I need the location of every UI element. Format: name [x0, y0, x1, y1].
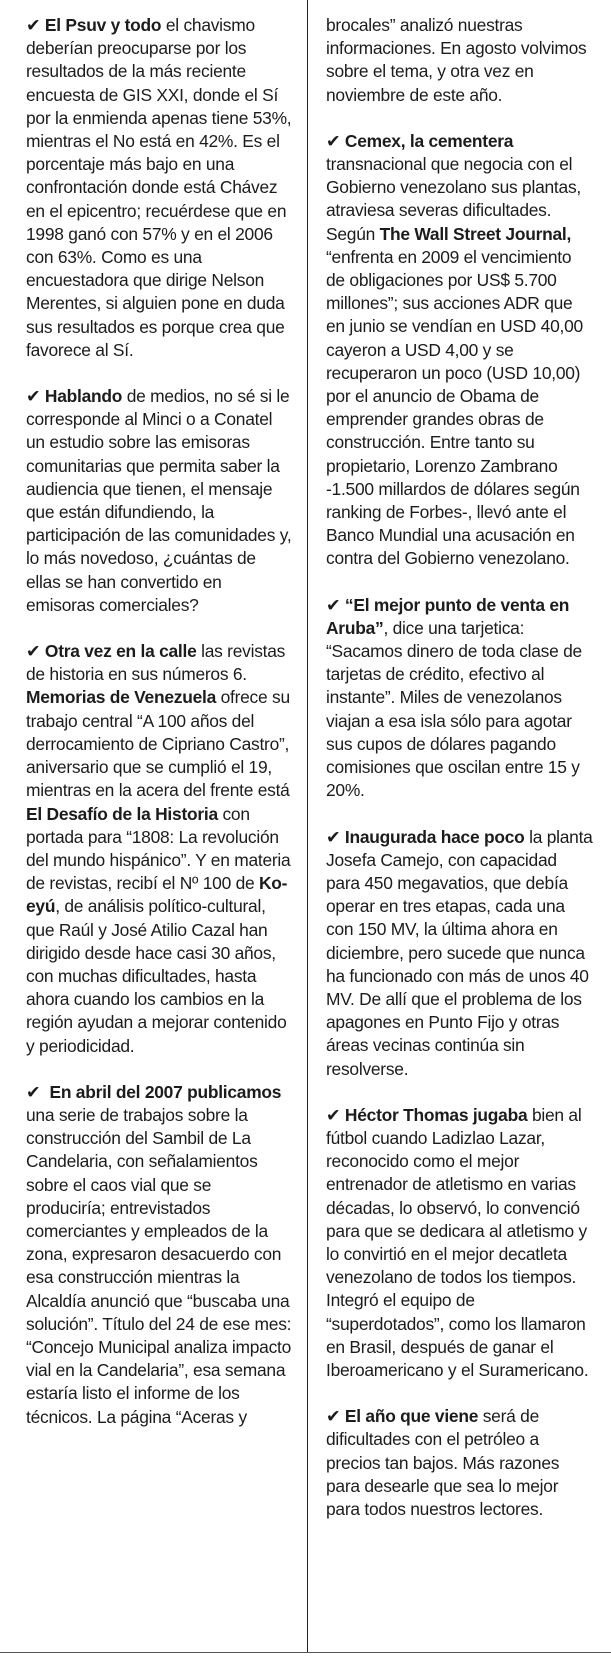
item-cemex — [326, 130, 594, 571]
item-ano-que-viene — [326, 1405, 594, 1521]
checkmark-icon: ✔ — [326, 826, 341, 847]
newspaper-title: The Wall Street Journal, — [379, 223, 572, 244]
item-lead: Hablando — [44, 386, 123, 407]
item-text: “enfrenta en 2009 el vencimiento de obligaciones por US$ 5.700 millones”; sus acciones ADR que en junio se vendían en USD 40,00 cayeron a USD 4,00 y se recuperaron un poco (USD 10,00) por el anuncio de Obama de emprender grandes obras de construcción. Entre tanto su propietario, Lorenzo Zambrano -1.500 millardos de dólares según ranking de Forbes-, llevó ante el Banco Mundial una acusación en contra del Gobierno venezolano. — [326, 246, 583, 569]
item-lead: Otra vez en la calle — [44, 641, 197, 662]
magazine-title: Ko-eyú — [26, 873, 288, 917]
item-lead: Héctor Thomas jugaba — [344, 1104, 528, 1125]
checkmark-icon: ✔ — [326, 1406, 341, 1427]
item-lead: En abril del 2007 publicamos — [49, 1081, 282, 1102]
item-text: , de análisis político-cultural, que Raúl y José Atilio Cazal han dirigido desde hace casi 30 años, con muchas dificultades, hasta ahora cuando los cambios en la región ayudan a mejorar contenido y periodicidad. — [26, 896, 287, 1056]
bottom-rule — [0, 1652, 611, 1653]
checkmark-icon: ✔ — [26, 1081, 41, 1102]
right-column — [326, 14, 594, 1544]
column-divider — [307, 0, 308, 1652]
item-psuv — [26, 14, 294, 362]
item-text: bien al fútbol cuando Ladizlao Lazar, reconocido como el mejor entrenador de atletismo en varias décadas, lo observó, lo convenció para que se dedicara al atletismo y lo convirtió en el mejor decatleta venezolano de todos los tiempos. Integró el equipo de “superdotados”, como los llamaron en Brasil, después de ganar el Iberoamericano y el Suramericano. — [326, 1104, 589, 1380]
item-lead: Cemex, la cementera — [344, 130, 514, 151]
item-lead: El Psuv y todo — [44, 15, 162, 35]
item-text: brocales” analizó nuestras informaciones. En agosto volvimos sobre el tema, y otra vez en noviembre de este año. — [326, 15, 587, 105]
item-lead: Inaugurada hace poco — [344, 826, 525, 847]
item-hector-thomas — [326, 1104, 594, 1382]
item-lead: “El mejor punto de venta en Aruba” — [326, 594, 570, 638]
item-text: será de dificultades con el petróleo a precios tan bajos. Más razones para desearle que sea lo mejor para todos nuestros lectores. — [326, 1406, 560, 1519]
magazine-title: Memorias de Venezuela — [26, 687, 216, 708]
magazine-title: El Desafío de la Historia — [26, 803, 218, 824]
checkmark-icon: ✔ — [26, 386, 41, 407]
item-text: con portada para “1808: La revolución del mundo hispánico”. Y en materia de revistas, recibí el Nº 100 de — [26, 803, 291, 894]
checkmark-icon: ✔ — [26, 15, 41, 35]
checkmark-icon: ✔ — [326, 594, 341, 615]
item-text: las revistas de historia en sus números 6. — [26, 641, 286, 685]
item-planta — [326, 826, 594, 1081]
item-sambil — [26, 1081, 294, 1429]
item-hablando — [26, 385, 294, 617]
item-text: el chavismo deberían preocuparse por los resultados de la más reciente encuesta de GIS XXI, donde el Sí por la enmienda apenas tiene 53%, mientras el No está en 42%. Es el porcentaje más bajo en una confrontación donde está Chávez en el epicentro; recuérdese que en 1998 ganó con 57% y en el 2006 con 63%. Como es una encuestadora que dirige Nelson Merentes, si alguien pone en duda sus resultados es porque crea que favorece al Sí. — [26, 15, 292, 360]
item-text: la planta Josefa Camejo, con capacidad para 450 megavatios, que debía operar en tres etapas, cada una con 150 MV, la última ahora en diciembre, pero sucede que nunca ha funcionado con más de unos 40 MV. De allí que el problema de los apagones en Punto Fijo y otras áreas vecinas continúa sin resolverse. — [326, 826, 593, 1079]
item-text: una serie de trabajos sobre la construcción del Sambil de La Candelaria, con señalamientos sobre el caos vial que se produciría; entrevistados comerciantes y empleados de la zona, expresaron desacuerdo con esa construcción mientras la Alcaldía anunció que “buscaba una solución”. Título del 24 de ese mes: “Concejo Municipal analiza impacto vial en la Candelaria”, esa semana estaría listo el informe de los técnicos. La página “Aceras y — [26, 1104, 292, 1427]
checkmark-icon: ✔ — [326, 130, 341, 151]
checkmark-icon: ✔ — [326, 1104, 341, 1125]
item-text: ofrece su trabajo central “A 100 años del derrocamiento de Cipriano Castro”, aniversario que se cumplió el 19, mientras en la acera del frente está — [26, 687, 290, 801]
left-column — [26, 14, 294, 1452]
item-aruba — [326, 594, 594, 803]
item-sambil-continued — [326, 14, 594, 107]
item-revistas — [26, 640, 294, 1058]
item-text: transnacional que negocia con el Gobierno venezolano sus plantas, atraviesa severas dificultades. Según — [326, 154, 581, 244]
item-lead: El año que viene — [344, 1406, 479, 1427]
checkmark-icon: ✔ — [26, 641, 41, 662]
item-text: de medios, no sé si le corresponde al Minci o a Conatel un estudio sobre las emisoras comunitarias que permita saber la audiencia que tienen, el mensaje que están difundiendo, la participación de las comunidades y, lo más novedoso, ¿cuántas de ellas se han convertido en emisoras comerciales? — [26, 386, 292, 615]
item-text: , dice una tarjetica: “Sacamos dinero de toda clase de tarjetas de crédito, efectivo al instante”. Miles de venezolanos viajan a esa isla sólo para agotar sus cupos de dólares pagando comisiones que oscilan entre 15 y 20%. — [326, 617, 582, 801]
